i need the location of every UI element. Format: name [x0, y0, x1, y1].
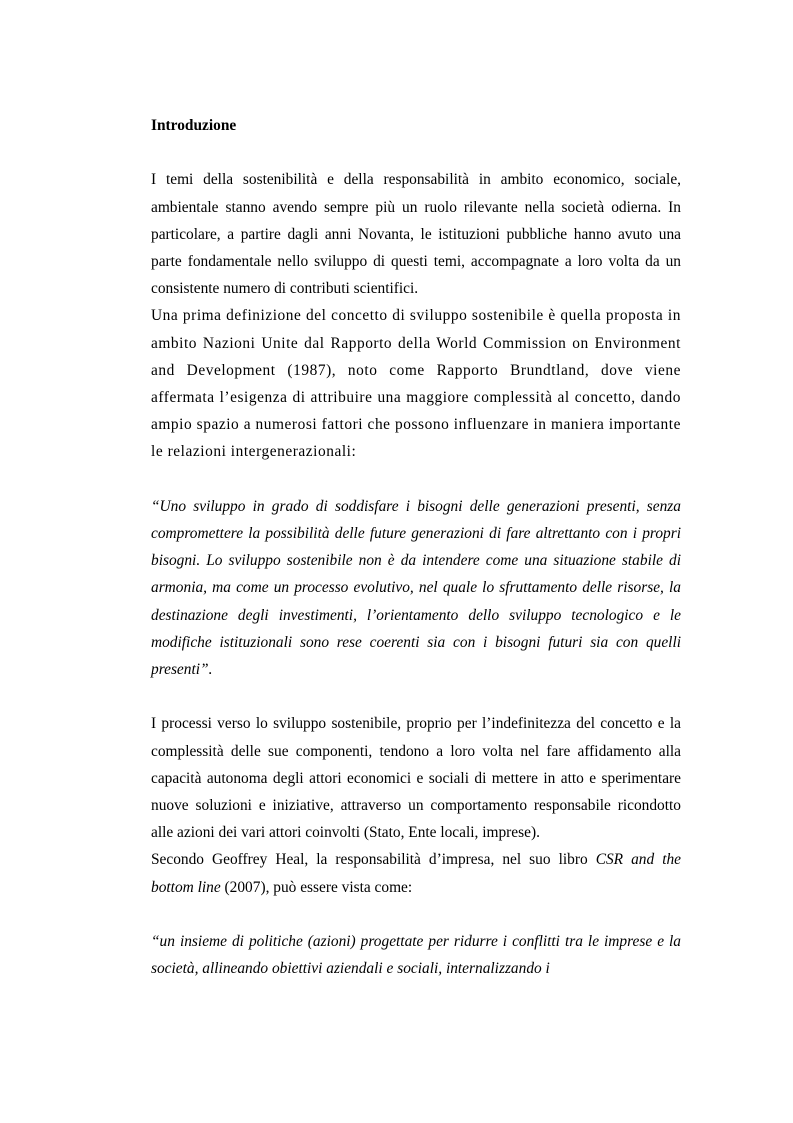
quote-brundtland-definition: “Uno sviluppo in grado di soddisfare i bisogni delle generazioni presenti, senza compromettere la possibilità delle future generazioni di fare altrettanto con i propri bisogni. Lo sviluppo sostenibile non è da intendere come una situazione stabile di armonia, ma come un processo evolutivo, nel quale lo sfruttamento delle risorse, la destinazione degli investimenti, l’orientamento dello sviluppo tecnologico e le modifiche istituzionali sono rese coerenti sia con i bisogni futuri sia con quelli presenti”.	[151, 497, 681, 679]
section-heading: Introduzione	[151, 117, 237, 134]
spacer	[151, 901, 681, 928]
paragraph-brundtland: Una prima definizione del concetto di sviluppo sostenibile è quella proposta in ambito Nazioni Unite dal Rapporto della World Commission on Environment and Development (1987), noto come Rapporto Brundtland, dove viene affermata l’esigenza di attribuire una maggiore complessità al concetto, dando ampio spazio a numerosi fattori che possono influenzare in maniera importante le relazioni intergenerazionali:	[151, 307, 681, 461]
spacer	[151, 466, 681, 493]
quote-heal-definition: “un insieme di politiche (azioni) progettate per ridurre i conflitti tra le imprese e la società, allineando obiettivi aziendali e sociali, internalizzando i	[151, 933, 681, 978]
spacer	[151, 139, 681, 166]
paragraph-heal-text-end: (2007), può essere vista come:	[220, 878, 413, 896]
paragraph-sustainable-processes: I processi verso lo sviluppo sostenibile, proprio per l’indefinitezza del concetto e la complessità delle sue componenti, tendono a loro volta nel fare affidamento alla capacità autonoma degli attori economici e sociali di mettere in atto e sperimentare nuove soluzioni e iniziative, attraverso un comportamento responsabile ricondotto alle azioni dei vari attori coinvolti (Stato, Ente locali, imprese).	[151, 715, 681, 842]
document-page	[151, 112, 681, 982]
spacer	[151, 683, 681, 710]
paragraph-heal	[151, 846, 681, 900]
paragraph-intro: I temi della sostenibilità e della responsabilità in ambito economico, sociale, ambientale stanno avendo sempre più un ruolo rilevante nella società odierna. In particolare, a partire dagli anni Novanta, le istituzioni pubbliche hanno avuto una parte fondamentale nello sviluppo di questi temi, accompagnate a loro volta da un consistente numero di contributi scientifici.	[151, 171, 681, 298]
book-title: CSR and the bottom line	[151, 851, 681, 896]
paragraph-heal-text: Secondo Geoffrey Heal, la responsabilità d’impresa, nel suo libro	[151, 851, 596, 869]
